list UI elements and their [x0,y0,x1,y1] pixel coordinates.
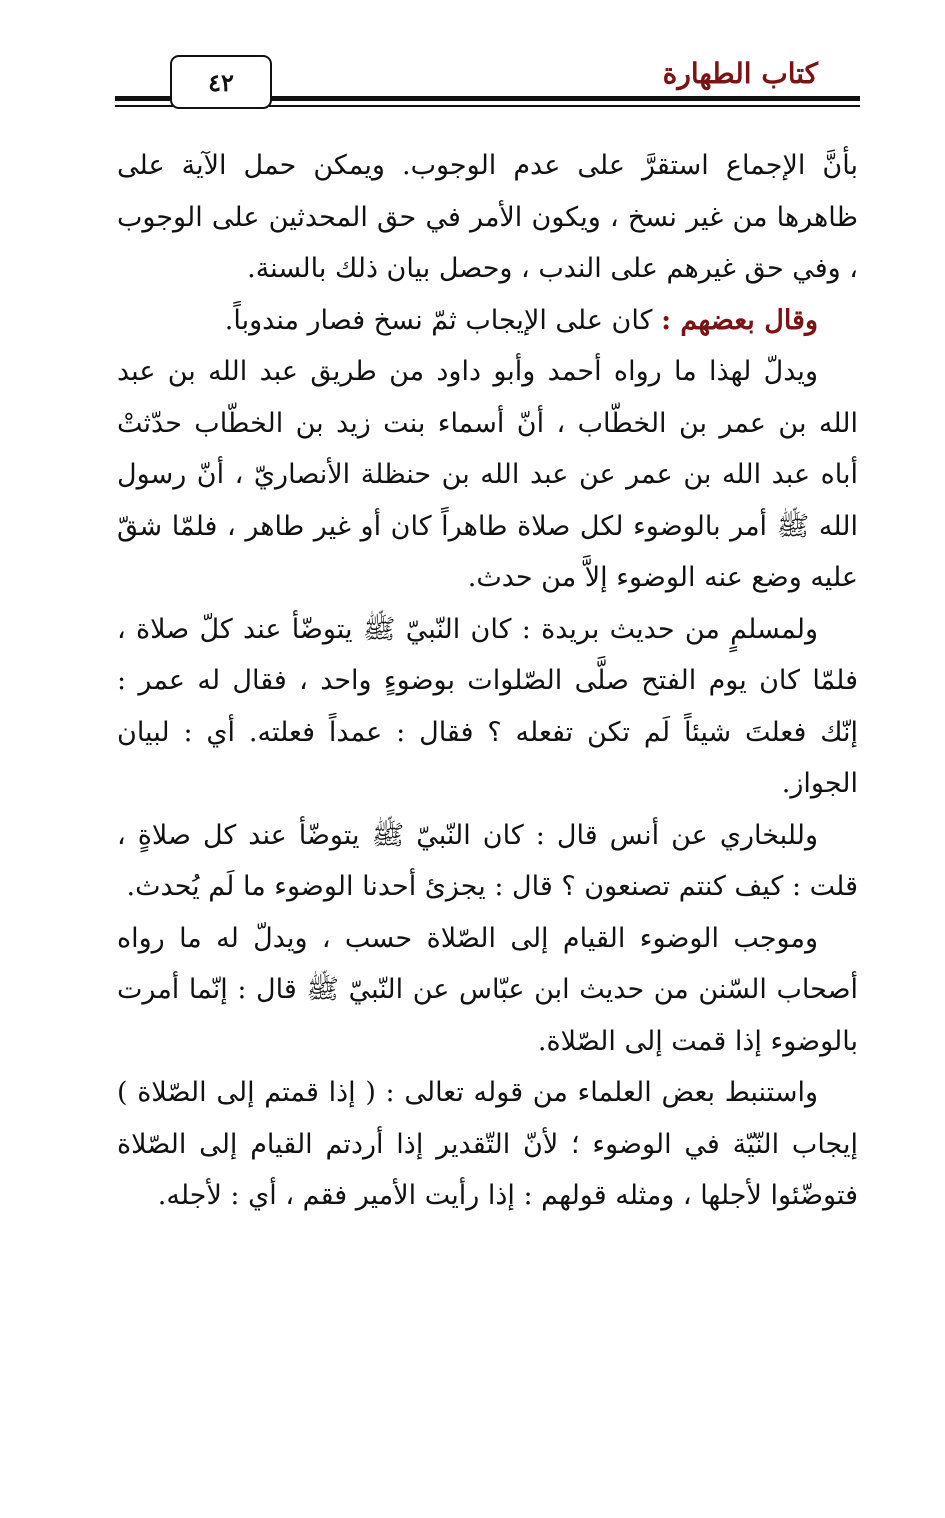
paragraph: بأنَّ الإجماع استقرَّ على عدم الوجوب. ويمكن حمل الآية على ظاهرها من غير نسخ ، ويكون الأمر في حق المحدثين على الوجوب ، وفي حق غيرهم على الندب ، وحصل بيان ذلك بالسنة. [117,150,858,284]
speaker-label: وقال بعضهم : [661,304,818,336]
paragraph: ويدلّ لهذا ما رواه أحمد وأبو داود من طريق عبد الله بن عبد الله بن عمر بن الخطّاب ، أنّ أسماء بنت زيد بن الخطّاب حدّثتْ أباه عبد الله بن عمر عن عبد الله بن حنظلة الأنصاريّ ، أنّ رسول الله ﷺ أمر بالوضوء لكل صلاة طاهراً كان أو غير طاهر ، فلمّا شقّ عليه وضع عنه الوضوء إلاَّ من حدث. [117,356,858,593]
paragraph-text: كان على الإيجاب ثمّ نسخ فصار مندوباً. [224,304,662,336]
paragraph [117,295,858,347]
page-number: ٤٢ [170,55,272,109]
page-body [117,140,858,1222]
paragraph: واستنبط بعض العلماء من قوله تعالى : ( إذا قمتم إلى الصّلاة ) إيجاب النّيّة في الوضوء ؛ لأنّ التّقدير إذا أردتم القيام إلى الصّلاة فتوضّئوا لأجلها ، ومثله قولهم : إذا رأيت الأمير فقم ، أي : لأجله. [117,1077,858,1211]
paragraph: ولمسلمٍ من حديث بريدة : كان النّبيّ ﷺ يتوضّأ عند كلّ صلاة ، فلمّا كان يوم الفتح صلَّى الصّلوات بوضوءٍ واحد ، فقال له عمر : إنّك فعلتَ شيئاً لَم تكن تفعله ؟ فقال : عمداً فعلته. أي : لبيان الجواز. [117,613,858,799]
book-title: كتاب الطهارة [662,57,818,90]
paragraph: وموجب الوضوء القيام إلى الصّلاة حسب ، ويدلّ له ما رواه أصحاب السّنن من حديث ابن عبّاس عن النّبيّ ﷺ قال : إنّما أمرت بالوضوء إذا قمت إلى الصّلاة. [117,922,858,1057]
paragraph: وللبخاري عن أنس قال : كان النّبيّ ﷺ يتوضّأ عند كل صلاةٍ ، قلت : كيف كنتم تصنعون ؟ قال : يجزئ أحدنا الوضوء ما لَم يُحدث. [117,819,858,902]
page-header [115,55,860,107]
